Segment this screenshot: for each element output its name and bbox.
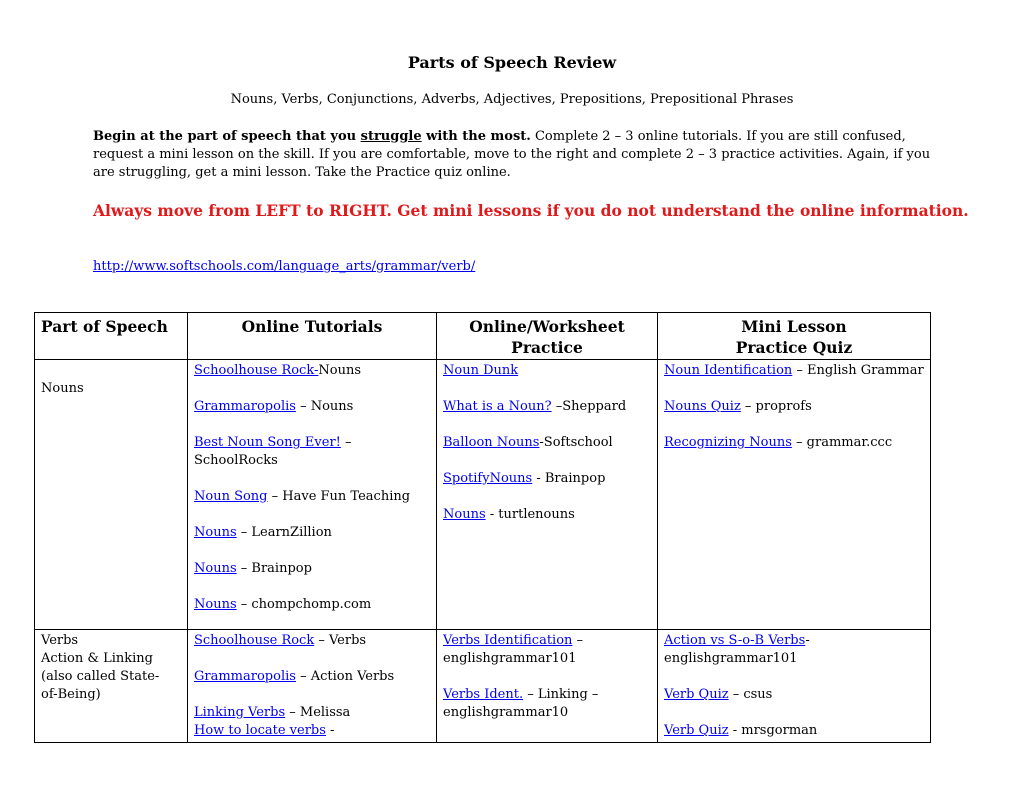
tutorial-link[interactable]: Schoolhouse Rock bbox=[194, 633, 315, 648]
practice-link[interactable]: SpotifyNouns bbox=[443, 471, 533, 486]
link-source: - englishgrammar101 bbox=[664, 633, 810, 666]
link-source: - Brainpop bbox=[532, 471, 606, 486]
link-source: – LearnZillion bbox=[236, 525, 332, 540]
link-source: – English Grammar bbox=[792, 363, 924, 378]
page-subtitle: Nouns, Verbs, Conjunctions, Adverbs, Adjectives, Prepositions, Prepositional Phrases bbox=[230, 92, 794, 107]
practice-link[interactable]: Verbs Identification bbox=[443, 633, 573, 648]
list-item bbox=[443, 362, 651, 380]
link-source: Nouns bbox=[318, 363, 362, 378]
list-item bbox=[664, 632, 924, 668]
link-source: – csus bbox=[728, 687, 773, 702]
link-source: – chompchomp.com bbox=[236, 597, 372, 612]
tutorial-link[interactable]: Grammaropolis bbox=[194, 669, 296, 684]
link-source: – englishgrammar101 bbox=[443, 633, 584, 666]
instructions-bold-suffix: with the most. bbox=[421, 129, 531, 144]
list-item bbox=[443, 470, 651, 488]
list-item bbox=[194, 668, 430, 686]
label-verbs: Verbs bbox=[41, 633, 79, 648]
instructions-bold-prefix: Begin at the part of speech that you bbox=[93, 129, 361, 144]
link-source: – Linking – englishgrammar10 bbox=[443, 687, 599, 720]
list-item bbox=[443, 686, 651, 722]
header-part-of-speech: Part of Speech bbox=[35, 313, 188, 360]
instructions-paragraph bbox=[93, 128, 933, 182]
list-item bbox=[664, 686, 924, 704]
tutorial-link[interactable]: How to locate verbs bbox=[194, 723, 326, 738]
link-source: – grammar.ccc bbox=[791, 435, 893, 450]
cell-nouns-practice bbox=[437, 360, 658, 630]
header-practice-line1: Online/Worksheet bbox=[469, 317, 625, 336]
label-nouns: Nouns bbox=[41, 381, 84, 396]
list-item bbox=[664, 362, 924, 380]
cell-verbs-practice bbox=[437, 630, 658, 743]
instructions-body: Complete 2 – 3 online tutorials. If you are still confused, request a mini lesson on the skill. If you are comfortable, move to the right and complete 2 – 3 practice activities. Again, if you are struggling, get a mini lesson. Take the Practice quiz online. bbox=[93, 129, 931, 180]
warning-text: Always move from LEFT to RIGHT. Get mini lessons if you do not understand the online information. bbox=[93, 201, 969, 220]
header-online-tutorials: Online Tutorials bbox=[188, 313, 437, 360]
link-source: – Verbs bbox=[314, 633, 367, 648]
list-item bbox=[194, 524, 430, 542]
link-source: - mrsgorman bbox=[728, 723, 818, 738]
link-source: -Softschool bbox=[539, 435, 613, 450]
practice-link[interactable]: Noun Dunk bbox=[443, 363, 519, 378]
link-source: - turtlenouns bbox=[485, 507, 575, 522]
cell-nouns-quiz bbox=[658, 360, 931, 630]
tutorial-link[interactable]: Nouns bbox=[194, 561, 237, 576]
list-item bbox=[194, 704, 430, 722]
table-row-nouns bbox=[35, 360, 931, 630]
list-item bbox=[443, 398, 651, 416]
header-quiz-line1: Mini Lesson bbox=[741, 317, 847, 336]
list-item bbox=[664, 722, 924, 740]
link-source: – Nouns bbox=[295, 399, 354, 414]
quiz-link[interactable]: Recognizing Nouns bbox=[664, 435, 792, 450]
tutorial-link[interactable]: Linking Verbs bbox=[194, 705, 286, 720]
instructions-struggle: struggle bbox=[360, 129, 422, 144]
list-item bbox=[194, 560, 430, 578]
list-item bbox=[194, 434, 430, 470]
header-practice-line2: Practice bbox=[511, 338, 583, 357]
practice-link[interactable]: Verbs Ident. bbox=[443, 687, 524, 702]
tutorial-link[interactable]: Schoolhouse Rock- bbox=[194, 363, 319, 378]
quiz-link[interactable]: Verb Quiz bbox=[664, 687, 729, 702]
cell-nouns-tutorials bbox=[188, 360, 437, 630]
header-quiz bbox=[658, 313, 931, 360]
tutorial-link[interactable]: Best Noun Song Ever! bbox=[194, 435, 341, 450]
cell-part-verbs bbox=[35, 630, 188, 743]
practice-link[interactable]: Nouns bbox=[443, 507, 486, 522]
quiz-link[interactable]: Nouns Quiz bbox=[664, 399, 741, 414]
list-item bbox=[443, 632, 651, 668]
link-source: – proprofs bbox=[740, 399, 812, 414]
label-verbs-line4: of-Being) bbox=[41, 687, 101, 702]
label-verbs-line2: Action & Linking bbox=[41, 651, 153, 666]
link-source: – Melissa bbox=[285, 705, 351, 720]
list-item bbox=[194, 398, 430, 416]
tutorial-link[interactable]: Nouns bbox=[194, 597, 237, 612]
quiz-link[interactable]: Action vs S-o-B Verbs bbox=[664, 633, 806, 648]
list-item bbox=[194, 362, 430, 380]
header-quiz-line2: Practice Quiz bbox=[735, 338, 853, 357]
list-item bbox=[443, 434, 651, 452]
link-source: –Sheppard bbox=[551, 399, 627, 414]
link-source: – Action Verbs bbox=[295, 669, 395, 684]
list-item bbox=[194, 632, 430, 650]
list-item bbox=[664, 434, 924, 452]
table-row-verbs bbox=[35, 630, 931, 743]
link-source: – SchoolRocks bbox=[194, 435, 352, 468]
link-source: - bbox=[325, 723, 335, 738]
reference-link[interactable]: http://www.softschools.com/language_arts/grammar/verb/ bbox=[93, 259, 476, 274]
list-item bbox=[443, 506, 651, 524]
cell-verbs-quiz bbox=[658, 630, 931, 743]
label-verbs-line3: (also called State- bbox=[41, 669, 160, 684]
list-item bbox=[194, 488, 430, 506]
quiz-link[interactable]: Verb Quiz bbox=[664, 723, 729, 738]
cell-part-nouns bbox=[35, 360, 188, 630]
tutorial-link[interactable]: Nouns bbox=[194, 525, 237, 540]
practice-link[interactable]: What is a Noun? bbox=[443, 399, 552, 414]
tutorial-link[interactable]: Grammaropolis bbox=[194, 399, 296, 414]
list-item bbox=[664, 398, 924, 416]
header-practice bbox=[437, 313, 658, 360]
link-source: – Have Fun Teaching bbox=[267, 489, 411, 504]
tutorial-link[interactable]: Noun Song bbox=[194, 489, 268, 504]
list-item bbox=[194, 596, 430, 614]
resources-table bbox=[34, 312, 931, 743]
quiz-link[interactable]: Noun Identification bbox=[664, 363, 793, 378]
link-source: – Brainpop bbox=[236, 561, 312, 576]
practice-link[interactable]: Balloon Nouns bbox=[443, 435, 540, 450]
list-item bbox=[194, 722, 430, 740]
page-title: Parts of Speech Review bbox=[407, 53, 617, 72]
table-header-row bbox=[35, 313, 931, 360]
cell-verbs-tutorials bbox=[188, 630, 437, 743]
